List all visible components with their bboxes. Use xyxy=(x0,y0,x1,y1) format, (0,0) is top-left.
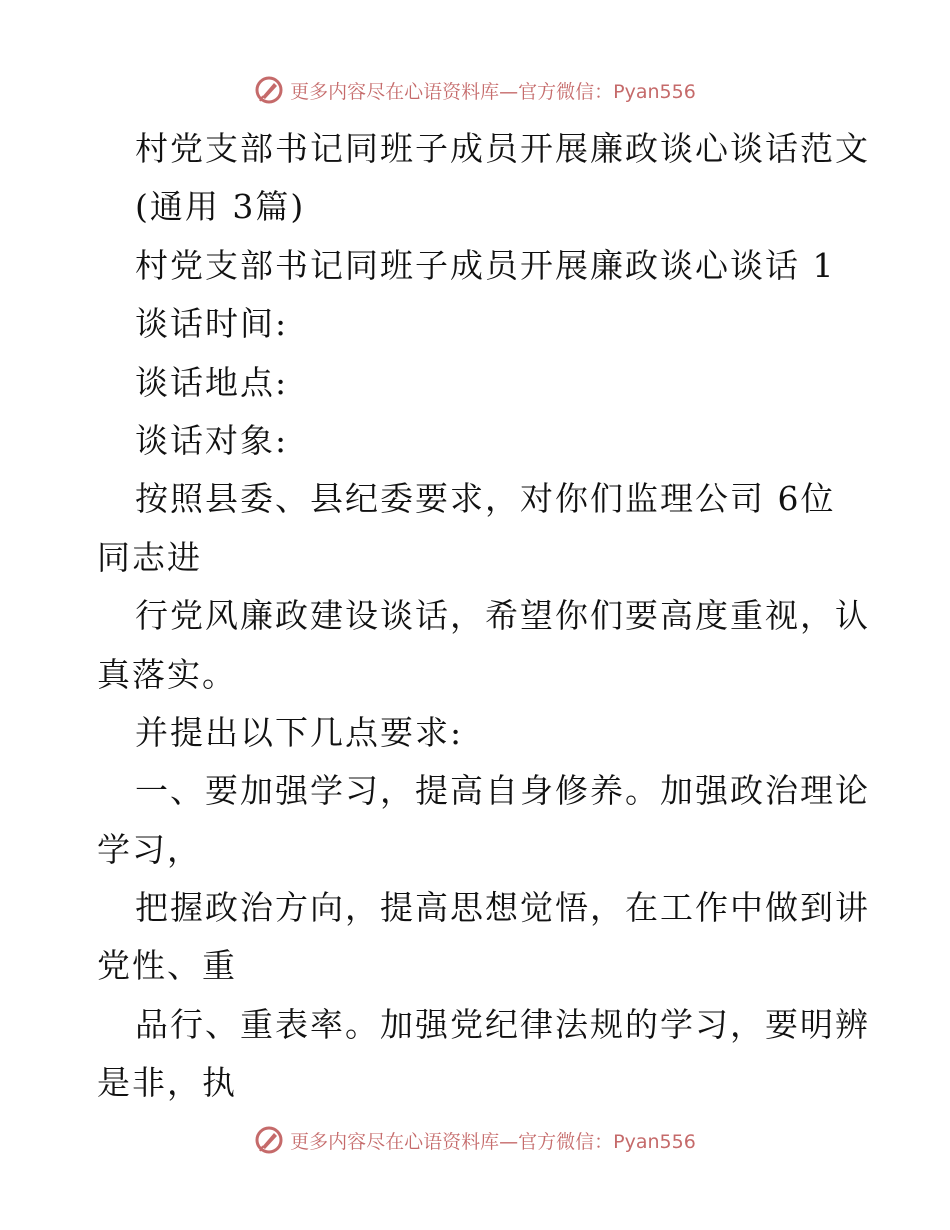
paragraph-line: 按照县委、县纪委要求，对你们监理公司 6位 xyxy=(135,479,836,519)
paragraph-line: 真落实。 xyxy=(97,654,237,694)
paragraph-line: 是非，执 xyxy=(97,1063,237,1103)
banner-text xyxy=(290,77,696,104)
banner-wechat-text: 官方微信：Pyan556 xyxy=(518,1130,696,1153)
banner-wechat-text: 官方微信：Pyan556 xyxy=(518,80,696,103)
document-body xyxy=(97,120,870,1113)
paragraph-line: 把握政治方向，提高思想觉悟，在工作中做到讲 xyxy=(135,888,870,928)
paragraph-line: 品行、重表率。加强党纪律法规的学习，要明辨 xyxy=(135,1004,870,1044)
paragraph-line: 学习， xyxy=(97,829,202,869)
paragraph-line: 并提出以下几点要求: xyxy=(135,712,464,752)
doc-title-line-1: 村党支部书记同班子成员开展廉政谈心谈话范文 xyxy=(135,129,870,168)
quill-pen-logo-icon xyxy=(254,75,284,105)
talk-time-label: 谈话时间: xyxy=(135,304,289,344)
paragraph-line: 同志进 xyxy=(97,537,202,577)
footer-watermark-banner xyxy=(0,1120,950,1160)
section-heading: 村党支部书记同班子成员开展廉政谈心谈话 1 xyxy=(135,245,836,285)
paragraph-line: 行党风廉政建设谈话，希望你们要高度重视，认 xyxy=(135,596,870,636)
banner-text xyxy=(290,1127,696,1154)
doc-title-line-2: (通用 3篇) xyxy=(135,187,306,227)
quill-pen-logo-icon xyxy=(254,1125,284,1155)
banner-dash: — xyxy=(499,80,519,103)
banner-dash: — xyxy=(499,1130,519,1153)
talk-location-label: 谈话地点: xyxy=(135,362,289,402)
banner-site-text: 更多内容尽在心语资料库 xyxy=(290,80,500,103)
talk-subject-label: 谈话对象: xyxy=(135,420,289,460)
header-watermark-banner xyxy=(0,70,950,110)
paragraph-line: 党性、重 xyxy=(97,946,237,986)
paragraph-line: 一、要加强学习，提高自身修养。加强政治理论 xyxy=(135,771,870,811)
banner-site-text: 更多内容尽在心语资料库 xyxy=(290,1130,500,1153)
